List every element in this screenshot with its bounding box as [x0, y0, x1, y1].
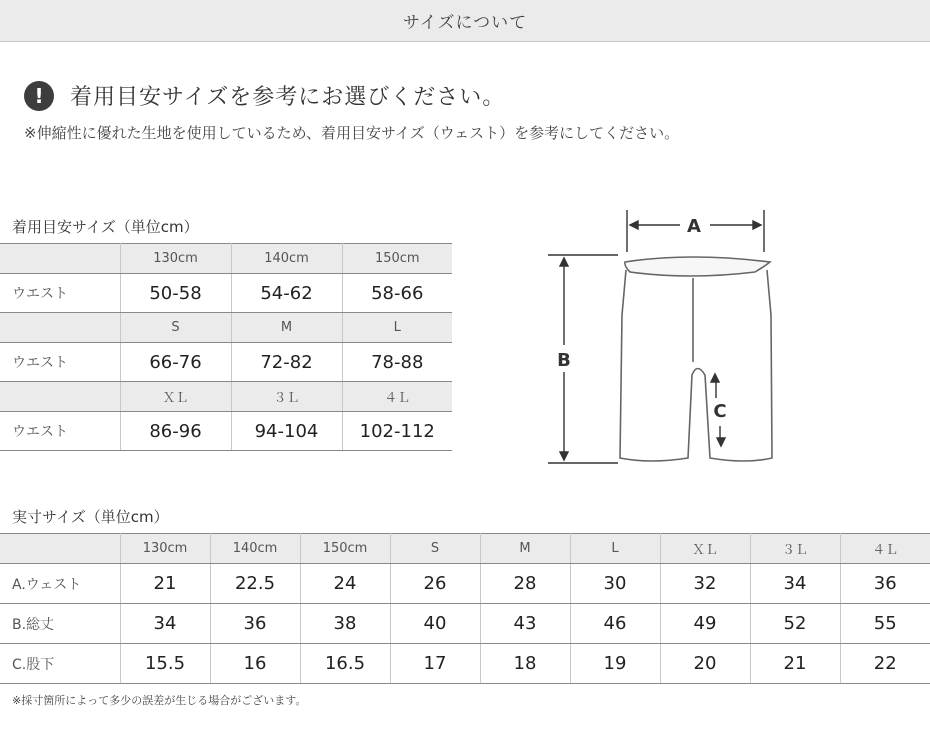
row-label: ウエスト [0, 412, 120, 451]
value-cell: 55 [840, 604, 930, 644]
size-header-cell: ３Ｌ [750, 534, 840, 564]
value-cell: 21 [750, 644, 840, 684]
notice [24, 80, 505, 111]
value-cell: 72-82 [231, 343, 342, 382]
label-a: A [687, 216, 701, 237]
value-cell: 78-88 [342, 343, 452, 382]
exclamation-icon: ! [24, 81, 54, 111]
value-cell: 38 [300, 604, 390, 644]
label-b: B [557, 350, 571, 371]
guide-title: 着用目安サイズ（単位cm） [12, 218, 199, 236]
value-cell: 40 [390, 604, 480, 644]
actual-title: 実寸サイズ（単位cm） [12, 508, 169, 526]
size-header-cell: ＸＬ [120, 382, 231, 412]
value-cell: 17 [390, 644, 480, 684]
measurement-row [0, 644, 930, 684]
size-header-cell: 150cm [300, 534, 390, 564]
size-header-cell: 150cm [342, 244, 452, 274]
guide-size-table [0, 243, 452, 451]
value-cell: 15.5 [120, 644, 210, 684]
size-header-cell: M [231, 313, 342, 343]
empty-header-cell [0, 534, 120, 564]
value-cell: 36 [840, 564, 930, 604]
value-cell: 26 [390, 564, 480, 604]
label-c: C [713, 401, 727, 422]
row-label: C.股下 [0, 644, 120, 684]
waist-row [0, 274, 452, 313]
value-cell: 19 [570, 644, 660, 684]
size-header-cell: ４Ｌ [342, 382, 452, 412]
value-cell: 36 [210, 604, 300, 644]
value-cell: 32 [660, 564, 750, 604]
size-header-row [0, 382, 452, 412]
value-cell: 49 [660, 604, 750, 644]
value-cell: 52 [750, 604, 840, 644]
value-cell: 86-96 [120, 412, 231, 451]
page-title: サイズについて [402, 13, 528, 33]
dimension-arrows [548, 210, 764, 463]
value-cell: 22.5 [210, 564, 300, 604]
value-cell: 18 [480, 644, 570, 684]
size-header-cell: ＸＬ [660, 534, 750, 564]
size-header-cell: 140cm [210, 534, 300, 564]
actual-size-table [0, 533, 930, 684]
value-cell: 16.5 [300, 644, 390, 684]
value-cell: 46 [570, 604, 660, 644]
empty-header-cell [0, 382, 120, 412]
notice-heading: 着用目安サイズを参考にお選びください。 [70, 85, 506, 110]
value-cell: 54-62 [231, 274, 342, 313]
value-cell: 66-76 [120, 343, 231, 382]
size-header-cell: S [120, 313, 231, 343]
size-header-cell: 130cm [120, 244, 231, 274]
value-cell: 50-58 [120, 274, 231, 313]
value-cell: 34 [120, 604, 210, 644]
value-cell: 28 [480, 564, 570, 604]
value-cell: 94-104 [231, 412, 342, 451]
empty-header-cell [0, 244, 120, 274]
value-cell: 20 [660, 644, 750, 684]
value-cell: 21 [120, 564, 210, 604]
value-cell: 16 [210, 644, 300, 684]
value-cell: 58-66 [342, 274, 452, 313]
value-cell: 22 [840, 644, 930, 684]
measurement-row [0, 604, 930, 644]
footnote: ※採寸箇所によって多少の誤差が生じる場合がございます。 [12, 694, 307, 707]
value-cell: 43 [480, 604, 570, 644]
row-label: ウエスト [0, 274, 120, 313]
header-bar [0, 0, 930, 42]
size-header-cell: ３Ｌ [231, 382, 342, 412]
size-header-cell: ４Ｌ [840, 534, 930, 564]
value-cell: 24 [300, 564, 390, 604]
size-header-row [0, 534, 930, 564]
size-header-cell: L [342, 313, 452, 343]
waist-row [0, 343, 452, 382]
size-header-row [0, 313, 452, 343]
notice-subtext: ※伸縮性に優れた生地を使用しているため、着用目安サイズ（ウェスト）を参考にしてください。 [24, 124, 680, 142]
size-header-cell: 140cm [231, 244, 342, 274]
row-label: ウエスト [0, 343, 120, 382]
size-header-row [0, 244, 452, 274]
size-header-cell: L [570, 534, 660, 564]
row-label: A.ウェスト [0, 564, 120, 604]
measurement-row [0, 564, 930, 604]
shorts-outline [620, 257, 772, 461]
value-cell: 30 [570, 564, 660, 604]
value-cell: 102-112 [342, 412, 452, 451]
waist-row [0, 412, 452, 451]
size-header-cell: M [480, 534, 570, 564]
shorts-diagram [540, 200, 790, 480]
value-cell: 34 [750, 564, 840, 604]
size-header-cell: 130cm [120, 534, 210, 564]
empty-header-cell [0, 313, 120, 343]
size-header-cell: S [390, 534, 480, 564]
row-label: B.総丈 [0, 604, 120, 644]
